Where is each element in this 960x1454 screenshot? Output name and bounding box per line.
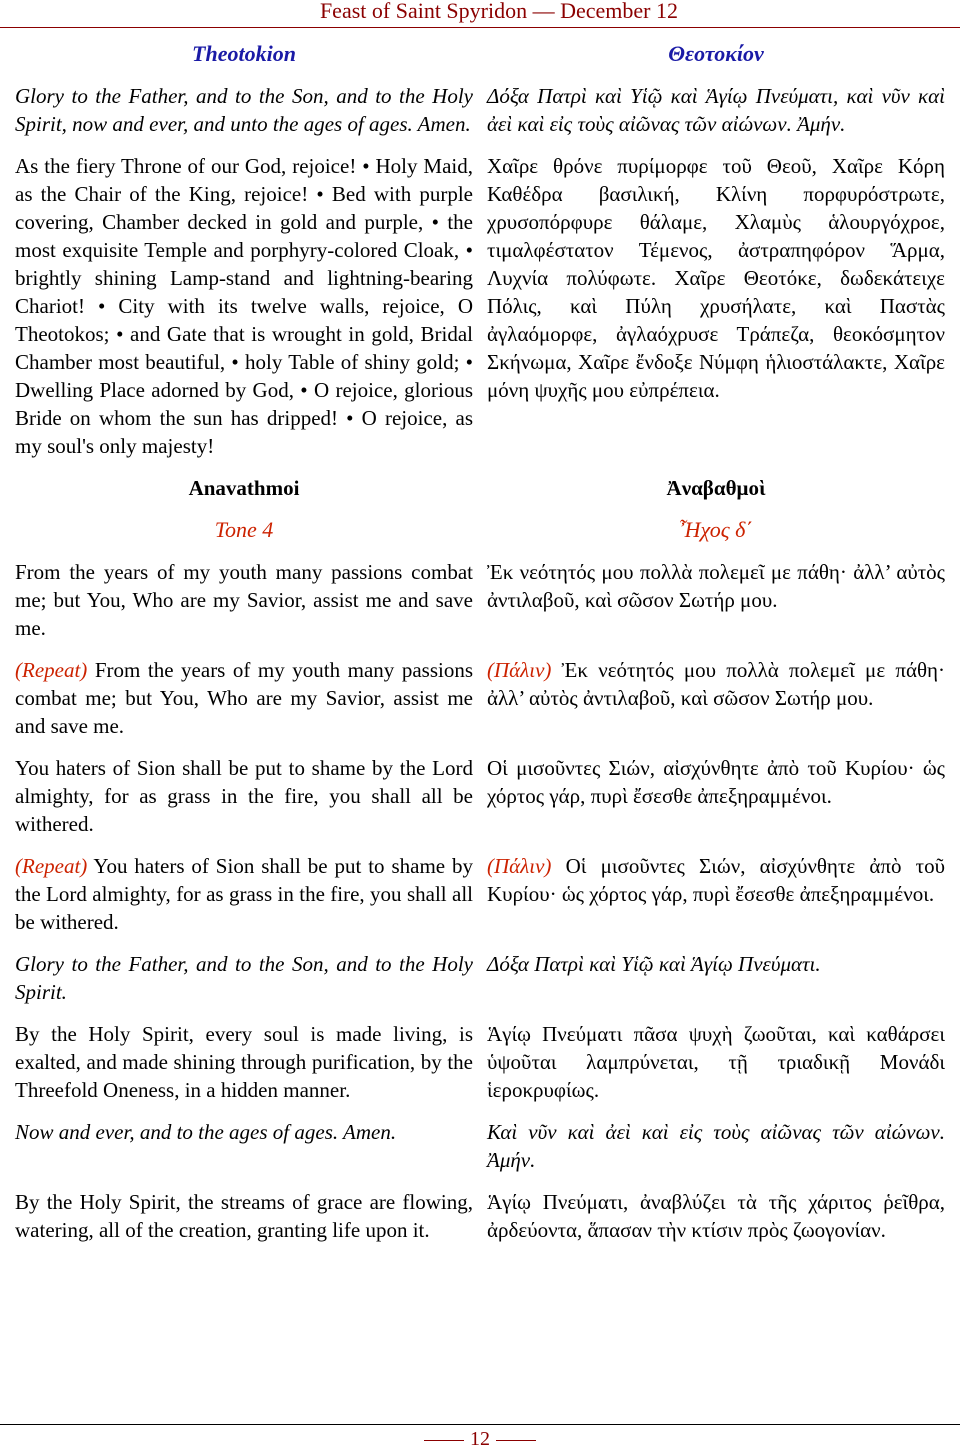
- row-verse-2: [0, 754, 960, 838]
- row-tone: [0, 516, 960, 544]
- verse-4-gr: Ἁγίῳ Πνεύματι, ἀναβλύζει τὰ τῆς χάριτος ῥεῖθρα, ἀρδεύοντα, ἅπασαν τὴν κτίσιν πρὸς ζωογονίαν.: [487, 1190, 945, 1242]
- row-anavathmoi: [0, 474, 960, 502]
- verse-2-repeat-en: [15, 852, 473, 936]
- row-now: [0, 1118, 960, 1174]
- header-rule: [0, 27, 960, 28]
- footer-dash-left: [424, 1440, 464, 1441]
- page-header: Feast of Saint Spyridon — December 12: [319, 0, 678, 23]
- repeat-label-gr: (Πάλιν): [487, 658, 552, 682]
- row-theotokion-title: [0, 40, 960, 68]
- glory-all-gr: Δόξα Πατρὶ καὶ Υἱῷ καὶ Ἁγίῳ Πνεύματι, καὶ νῦν καὶ ἀεὶ καὶ εἰς τοὺς αἰῶνας τῶν αἰώνων. Ἀμήν.: [487, 84, 945, 136]
- row-theotokion-text: [0, 152, 960, 460]
- verse-1-gr: Ἐκ νεότητός μου πολλὰ πολεμεῖ με πάθη· ἀλλ’ αὐτὸς ἀντιλαβοῦ, καὶ σῶσον Σωτήρ μου.: [487, 560, 945, 612]
- verse-1-repeat-en: [15, 656, 473, 740]
- verse-2-repeat-text-gr: Οἱ μισοῦντες Σιών, αἰσχύνθητε ἀπὸ τοῦ Κυρίου· ὡς χόρτος γάρ, πυρὶ ἔσεσθε ἀπεξηραμμένοι.: [487, 854, 945, 906]
- verse-1-repeat-text-gr: Ἐκ νεότητός μου πολλὰ πολεμεῖ με πάθη· ἀλλ’ αὐτὸς ἀντιλαβοῦ, καὶ σῶσον Σωτήρ μου.: [487, 658, 946, 710]
- verse-2-gr: Οἱ μισοῦντες Σιών, αἰσχύνθητε ἀπὸ τοῦ Κυρίου· ὡς χόρτος γάρ, πυρὶ ἔσεσθε ἀπεξηραμμένοι.: [487, 756, 945, 808]
- verse-3-en: By the Holy Spirit, every soul is made living, is exalted, and made shining through purification, by the Threefold Oneness, in a hidden manner.: [15, 1022, 473, 1102]
- verse-2-en: You haters of Sion shall be put to shame by the Lord almighty, for as grass in the fire, you shall all be withered.: [15, 756, 473, 836]
- verse-1-en: From the years of my youth many passions combat me; but You, Who are my Savior, assist me and save me.: [15, 560, 473, 640]
- row-verse-4: [0, 1188, 960, 1244]
- verse-4-en: By the Holy Spirit, the streams of grace are flowing, watering, all of the creation, granting life upon it.: [15, 1190, 473, 1242]
- page-number: 12: [470, 1428, 490, 1450]
- tone-gr: Ἦχος δ΄: [679, 517, 753, 542]
- footer-rule: [0, 1424, 960, 1425]
- verse-2-repeat-gr: [487, 852, 945, 936]
- theotokion-text-gr: Χαῖρε θρόνε πυρίμορφε τοῦ Θεοῦ, Χαῖρε Κόρη Καθέδρα βασιλική, Κλίνη πορφυρόστρωτε, χρυσοπόρφυρε θάλαμε, Χλαμὺς ἁλουργόχροε, τιμαλφέστατον Τέμενος, ἀστραπηφόρον Ἅρμα, Λυχνία πολύφωτε. Χαῖρε Θεοτόκε, δωδεκάτειχε Πόλις, καὶ Πύλη χρυσήλατε, καὶ Παστὰς ἀγλαόμορφε, ἀγλαόχρυσε Τράπεζα, θεοκόσμητον Σκήνωμα, Χαῖρε ἔνδοξε Νύμφη ἡλιοστάλακτε, Χαῖρε μόνη ψυχῆς μου εὐπρέπεια.: [487, 154, 945, 402]
- now-gr: Καὶ νῦν καὶ ἀεὶ καὶ εἰς τοὺς αἰῶνας τῶν αἰώνων. Ἀμήν.: [487, 1120, 945, 1172]
- tone-en: Tone 4: [214, 517, 274, 542]
- row-verse-1: [0, 558, 960, 642]
- page-footer: [0, 1428, 960, 1450]
- row-verse-3: [0, 1020, 960, 1104]
- theotokion-title-en: Theotokion: [192, 41, 296, 66]
- repeat-label-en: (Repeat): [15, 854, 88, 878]
- anavathmoi-gr: Ἀναβαθμοὶ: [666, 476, 766, 500]
- now-en: Now and ever, and to the ages of ages. Amen.: [15, 1120, 397, 1144]
- verse-2-repeat-text-en: You haters of Sion shall be put to shame by the Lord almighty, for as grass in the fire, you shall all be withered.: [15, 854, 473, 934]
- repeat-label-en: (Repeat): [15, 658, 88, 682]
- anavathmoi-en: Anavathmoi: [188, 476, 300, 500]
- row-verse-1-repeat: [0, 656, 960, 740]
- row-glory-all: [0, 82, 960, 138]
- theotokion-text-en: As the fiery Throne of our God, rejoice! • Holy Maid, as the Chair of the King, rejoice! • Bed with purple covering, Chamber decked in gold and purple, • the most exquisite Temple and porphyry-colored Cloak, • brightly shining Lamp-stand and lightning-bearing Chariot! • City with its twelve walls, rejoice, O Theotokos; • and Gate that is wrought in gold, Bridal Chamber most beautiful, • holy Table of shiny gold; • Dwelling Place adorned by God, • O rejoice, glorious Bride on whom the sun has dripped! • O rejoice, as my soul's only majesty!: [15, 154, 473, 458]
- glory-en: Glory to the Father, and to the Son, and to the Holy Spirit.: [15, 952, 473, 1004]
- glory-gr: Δόξα Πατρὶ καὶ Υἱῷ καὶ Ἁγίῳ Πνεύματι.: [487, 952, 821, 976]
- verse-3-gr: Ἁγίῳ Πνεύματι πᾶσα ψυχὴ ζωοῦται, καὶ καθάρσει ὑψοῦται λαμπρύνεται, τῇ τριαδικῇ Μονάδι ἱεροκρυφίως.: [487, 1022, 945, 1102]
- verse-1-repeat-text-en: From the years of my youth many passions combat me; but You, Who are my Savior, assist me and save me.: [15, 658, 473, 738]
- theotokion-title-gr: Θεοτοκίον: [668, 41, 764, 66]
- repeat-label-gr: (Πάλιν): [487, 854, 552, 878]
- row-glory: [0, 950, 960, 1006]
- glory-all-en: Glory to the Father, and to the Son, and to the Holy Spirit, now and ever, and unto the ages of ages. Amen.: [15, 84, 473, 136]
- page-body: [0, 40, 960, 1258]
- verse-1-repeat-gr: [487, 656, 945, 740]
- row-verse-2-repeat: [0, 852, 960, 936]
- footer-dash-right: [496, 1440, 536, 1441]
